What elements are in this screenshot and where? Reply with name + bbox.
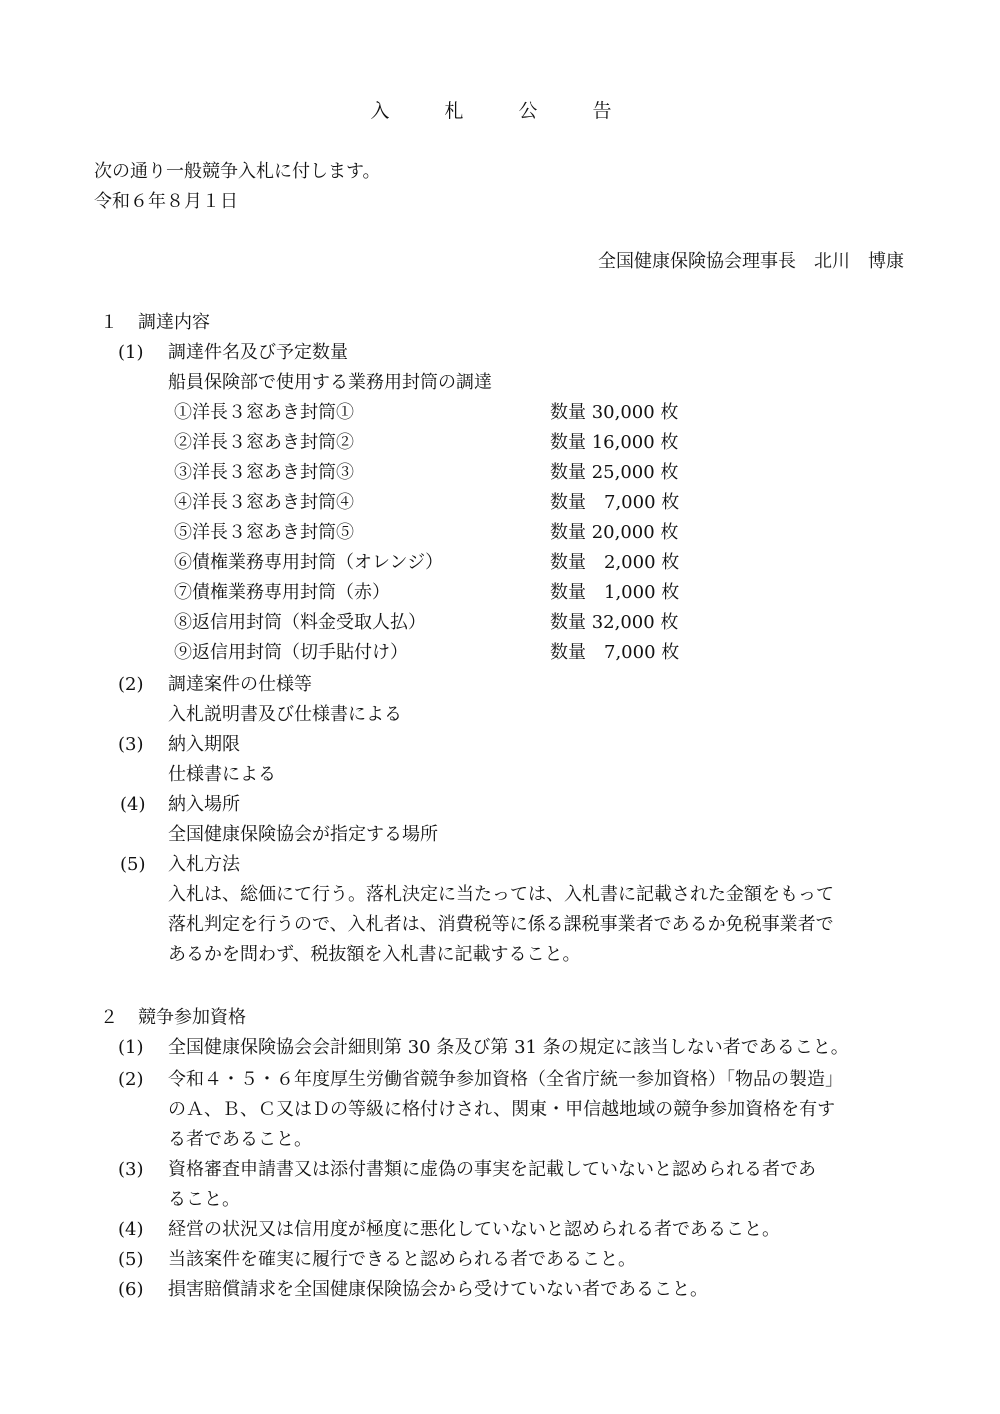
- qualification-number: (4): [118, 1219, 144, 1240]
- page-title: 入 札 公 告: [370, 100, 630, 122]
- sub-2-body: 入札説明書及び仕様書による: [168, 704, 402, 725]
- intro-text: 次の通り一般競争入札に付します。: [94, 161, 381, 182]
- item-quantity: 数量 32,000 枚: [550, 612, 679, 633]
- item-label: ⑦債権業務専用封筒（赤）: [174, 582, 390, 603]
- qualification-number: (6): [118, 1279, 144, 1300]
- sub-5-number: (5): [120, 854, 146, 875]
- qualification-text: 全国健康保険協会会計細則第 30 条及び第 31 条の規定に該当しない者であること。: [168, 1037, 849, 1058]
- item-quantity: 数量 7,000 枚: [550, 492, 680, 513]
- item-quantity: 数量 16,000 枚: [550, 432, 679, 453]
- qualification-number: (2): [118, 1069, 144, 1090]
- procurement-name: 船員保険部で使用する業務用封筒の調達: [168, 372, 492, 393]
- item-quantity: 数量 30,000 枚: [550, 402, 679, 423]
- qualification-text: 損害賠償請求を全国健康保険協会から受けていない者であること。: [168, 1279, 708, 1300]
- sub-5-body-line: 入札は、総価にて行う。落札決定に当たっては、入札書に記載された金額をもって: [168, 884, 834, 905]
- item-quantity: 数量 25,000 枚: [550, 462, 679, 483]
- sub-3-number: (3): [118, 734, 144, 755]
- item-label: ⑨返信用封筒（切手貼付け）: [174, 642, 408, 663]
- item-label: ⑥債権業務専用封筒（オレンジ）: [174, 552, 444, 573]
- item-label: ③洋長３窓あき封筒③: [174, 462, 354, 483]
- sub-5-heading: 入札方法: [168, 854, 240, 875]
- qualification-number: (5): [118, 1249, 144, 1270]
- sub-2-number: (2): [118, 674, 144, 695]
- item-quantity: 数量 20,000 枚: [550, 522, 679, 543]
- qualification-text: のＡ、Ｂ、Ｃ又はＤの等級に格付けされ、関東・甲信越地域の競争参加資格を有す: [168, 1099, 836, 1120]
- qualification-text: 令和４・５・６年度厚生労働省競争参加資格（全省庁統一参加資格）「物品の製造」: [168, 1069, 843, 1090]
- sub-1-heading: 調達件名及び予定数量: [168, 342, 348, 363]
- item-label: ①洋長３窓あき封筒①: [174, 402, 354, 423]
- sub-5-body-line: あるかを問わず、税抜額を入札書に記載すること。: [168, 944, 581, 965]
- sub-4-body: 全国健康保険協会が指定する場所: [168, 824, 438, 845]
- issue-date: 令和６年８月１日: [94, 191, 238, 212]
- item-quantity: 数量 7,000 枚: [550, 642, 680, 663]
- section-1-heading: 調達内容: [138, 312, 210, 333]
- qualification-text: 資格審査申請書又は添付書類に虚偽の事実を記載していないと認められる者であ: [168, 1159, 816, 1180]
- sub-1-number: (1): [118, 342, 144, 363]
- item-quantity: 数量 1,000 枚: [550, 582, 680, 603]
- sub-4-number: (4): [120, 794, 146, 815]
- section-2-number: ２: [100, 1007, 118, 1028]
- item-quantity: 数量 2,000 枚: [550, 552, 680, 573]
- item-label: ④洋長３窓あき封筒④: [174, 492, 354, 513]
- sub-4-heading: 納入場所: [168, 794, 240, 815]
- item-label: ⑤洋長３窓あき封筒⑤: [174, 522, 354, 543]
- sub-2-heading: 調達案件の仕様等: [168, 674, 312, 695]
- issuer-name: 全国健康保険協会理事長 北川 博康: [598, 251, 904, 272]
- sub-5-body-line: 落札判定を行うので、入札者は、消費税等に係る課税事業者であるか免税事業者で: [168, 914, 834, 935]
- section-1-number: １: [100, 312, 118, 333]
- qualification-text: 経営の状況又は信用度が極度に悪化していないと認められる者であること。: [168, 1219, 780, 1240]
- qualification-text: ること。: [168, 1189, 240, 1210]
- section-2-heading: 競争参加資格: [138, 1007, 246, 1028]
- sub-3-body: 仕様書による: [168, 764, 276, 785]
- qualification-text: る者であること。: [168, 1129, 312, 1150]
- item-label: ⑧返信用封筒（料金受取人払）: [174, 612, 426, 633]
- sub-3-heading: 納入期限: [168, 734, 240, 755]
- qualification-number: (3): [118, 1159, 144, 1180]
- qualification-text: 当該案件を確実に履行できると認められる者であること。: [168, 1249, 636, 1270]
- qualification-number: (1): [118, 1037, 144, 1058]
- item-label: ②洋長３窓あき封筒②: [174, 432, 354, 453]
